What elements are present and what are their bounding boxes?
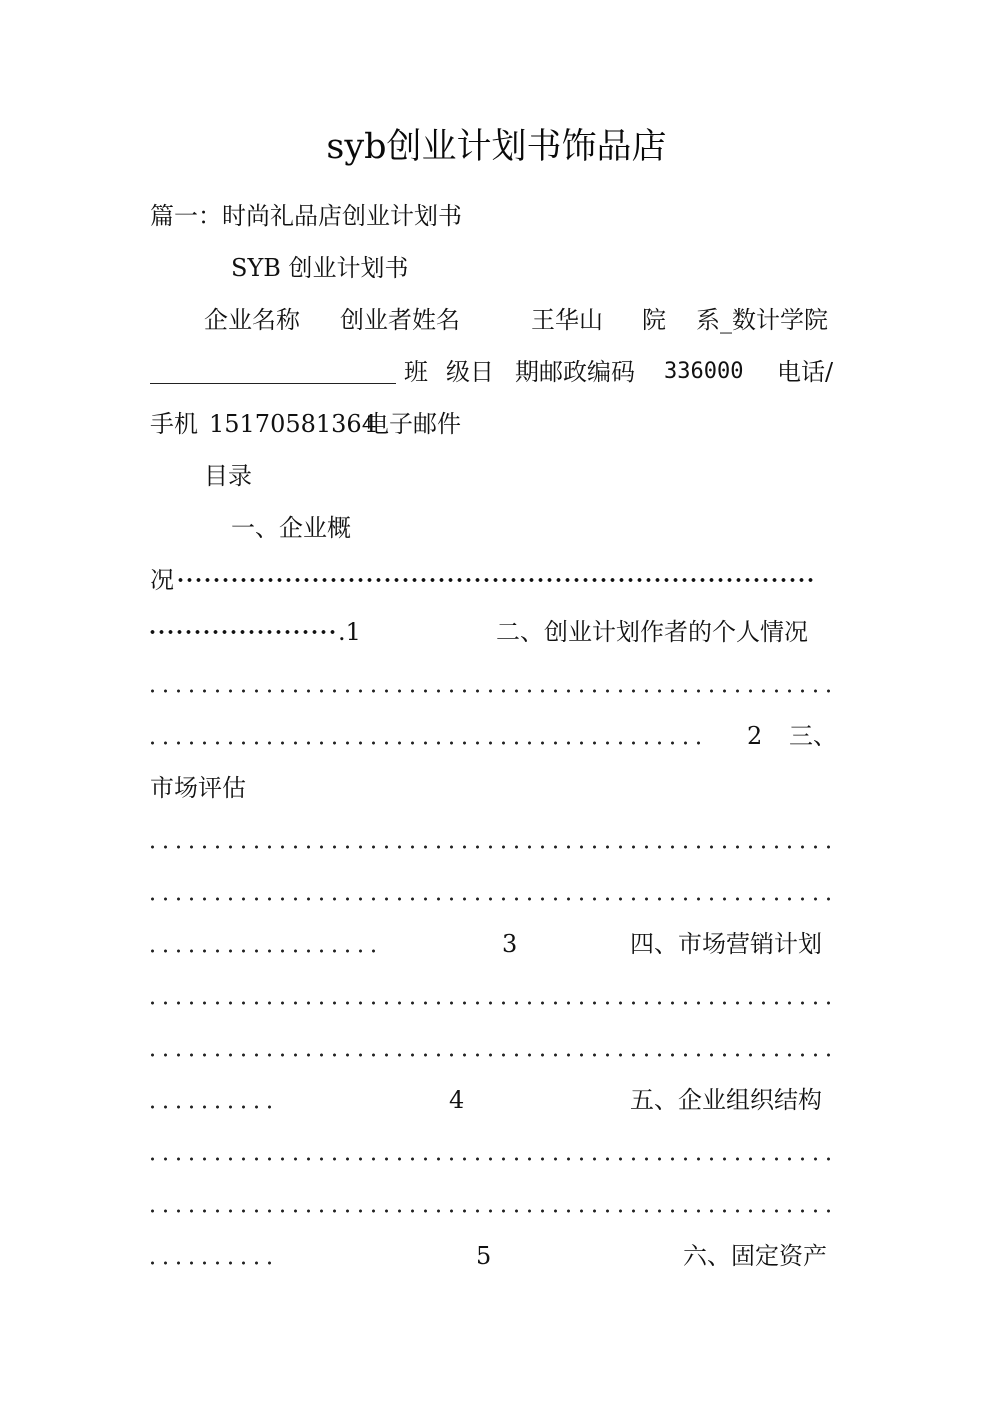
- toc-leader-dots: [146, 1000, 835, 1006]
- toc-leader-dots: [176, 577, 817, 583]
- phone-label: 电话/: [777, 358, 834, 386]
- founder-name-label: 创业者姓名: [340, 306, 460, 334]
- toc-entry-6-label: 六、固定资产: [683, 1242, 827, 1270]
- toc-leader-dots: [146, 896, 835, 902]
- section-heading: 篇一：时尚礼品店创业计划书: [150, 202, 462, 230]
- blank-underline-field: [150, 383, 396, 384]
- toc-entry-3-label: 三、: [789, 722, 837, 750]
- toc-entry-3-label-cont: 市场评估: [150, 774, 246, 802]
- company-name-label: 企业名称: [204, 306, 300, 334]
- founder-name: 王华山: [531, 306, 603, 334]
- toc-entry-4-page: 4: [449, 1086, 465, 1114]
- toc-entry-2-page: 2: [747, 722, 763, 750]
- toc-leader-dots: [146, 1052, 835, 1058]
- department-label-1: 院: [642, 306, 666, 334]
- toc-leader-dots: [146, 688, 835, 694]
- toc-entry-1-page: .1: [338, 618, 361, 646]
- toc-leader-dots: [146, 1260, 276, 1266]
- toc-leader-dots: [146, 948, 380, 954]
- toc-leader-dots: [146, 1156, 835, 1162]
- toc-entry-5-label: 五、企业组织结构: [630, 1086, 822, 1114]
- subheading: SYB 创业计划书: [231, 254, 409, 282]
- mobile-label: 手机: [150, 410, 198, 438]
- toc-entry-5-page: 5: [476, 1242, 492, 1270]
- toc-entry-2-label: 二、创业计划作者的个人情况: [496, 618, 808, 646]
- toc-entry-1-label-part1: 一、企业概: [231, 514, 351, 542]
- class-label: 班: [404, 358, 428, 386]
- toc-heading: 目录: [204, 462, 252, 490]
- toc-leader-dots: [148, 629, 338, 635]
- toc-leader-dots: [146, 844, 835, 850]
- toc-entry-4-label: 四、市场营销计划: [630, 930, 822, 958]
- postcode-label: 期邮政编码: [515, 358, 635, 386]
- email-label: 电子邮件: [365, 410, 461, 438]
- toc-leader-dots: [146, 740, 705, 746]
- toc-leader-dots: [146, 1208, 835, 1214]
- toc-entry-1-label-part2: 况: [150, 566, 174, 594]
- grade-date-label: 级日: [446, 358, 494, 386]
- toc-entry-3-page: 3: [502, 930, 518, 958]
- mobile-number: 15170581364: [209, 410, 377, 438]
- department-label-2: 系_数计学院: [696, 306, 828, 334]
- postcode: 336000: [664, 359, 744, 384]
- document-title: syb创业计划书饰品店: [326, 127, 667, 167]
- toc-leader-dots: [146, 1104, 276, 1110]
